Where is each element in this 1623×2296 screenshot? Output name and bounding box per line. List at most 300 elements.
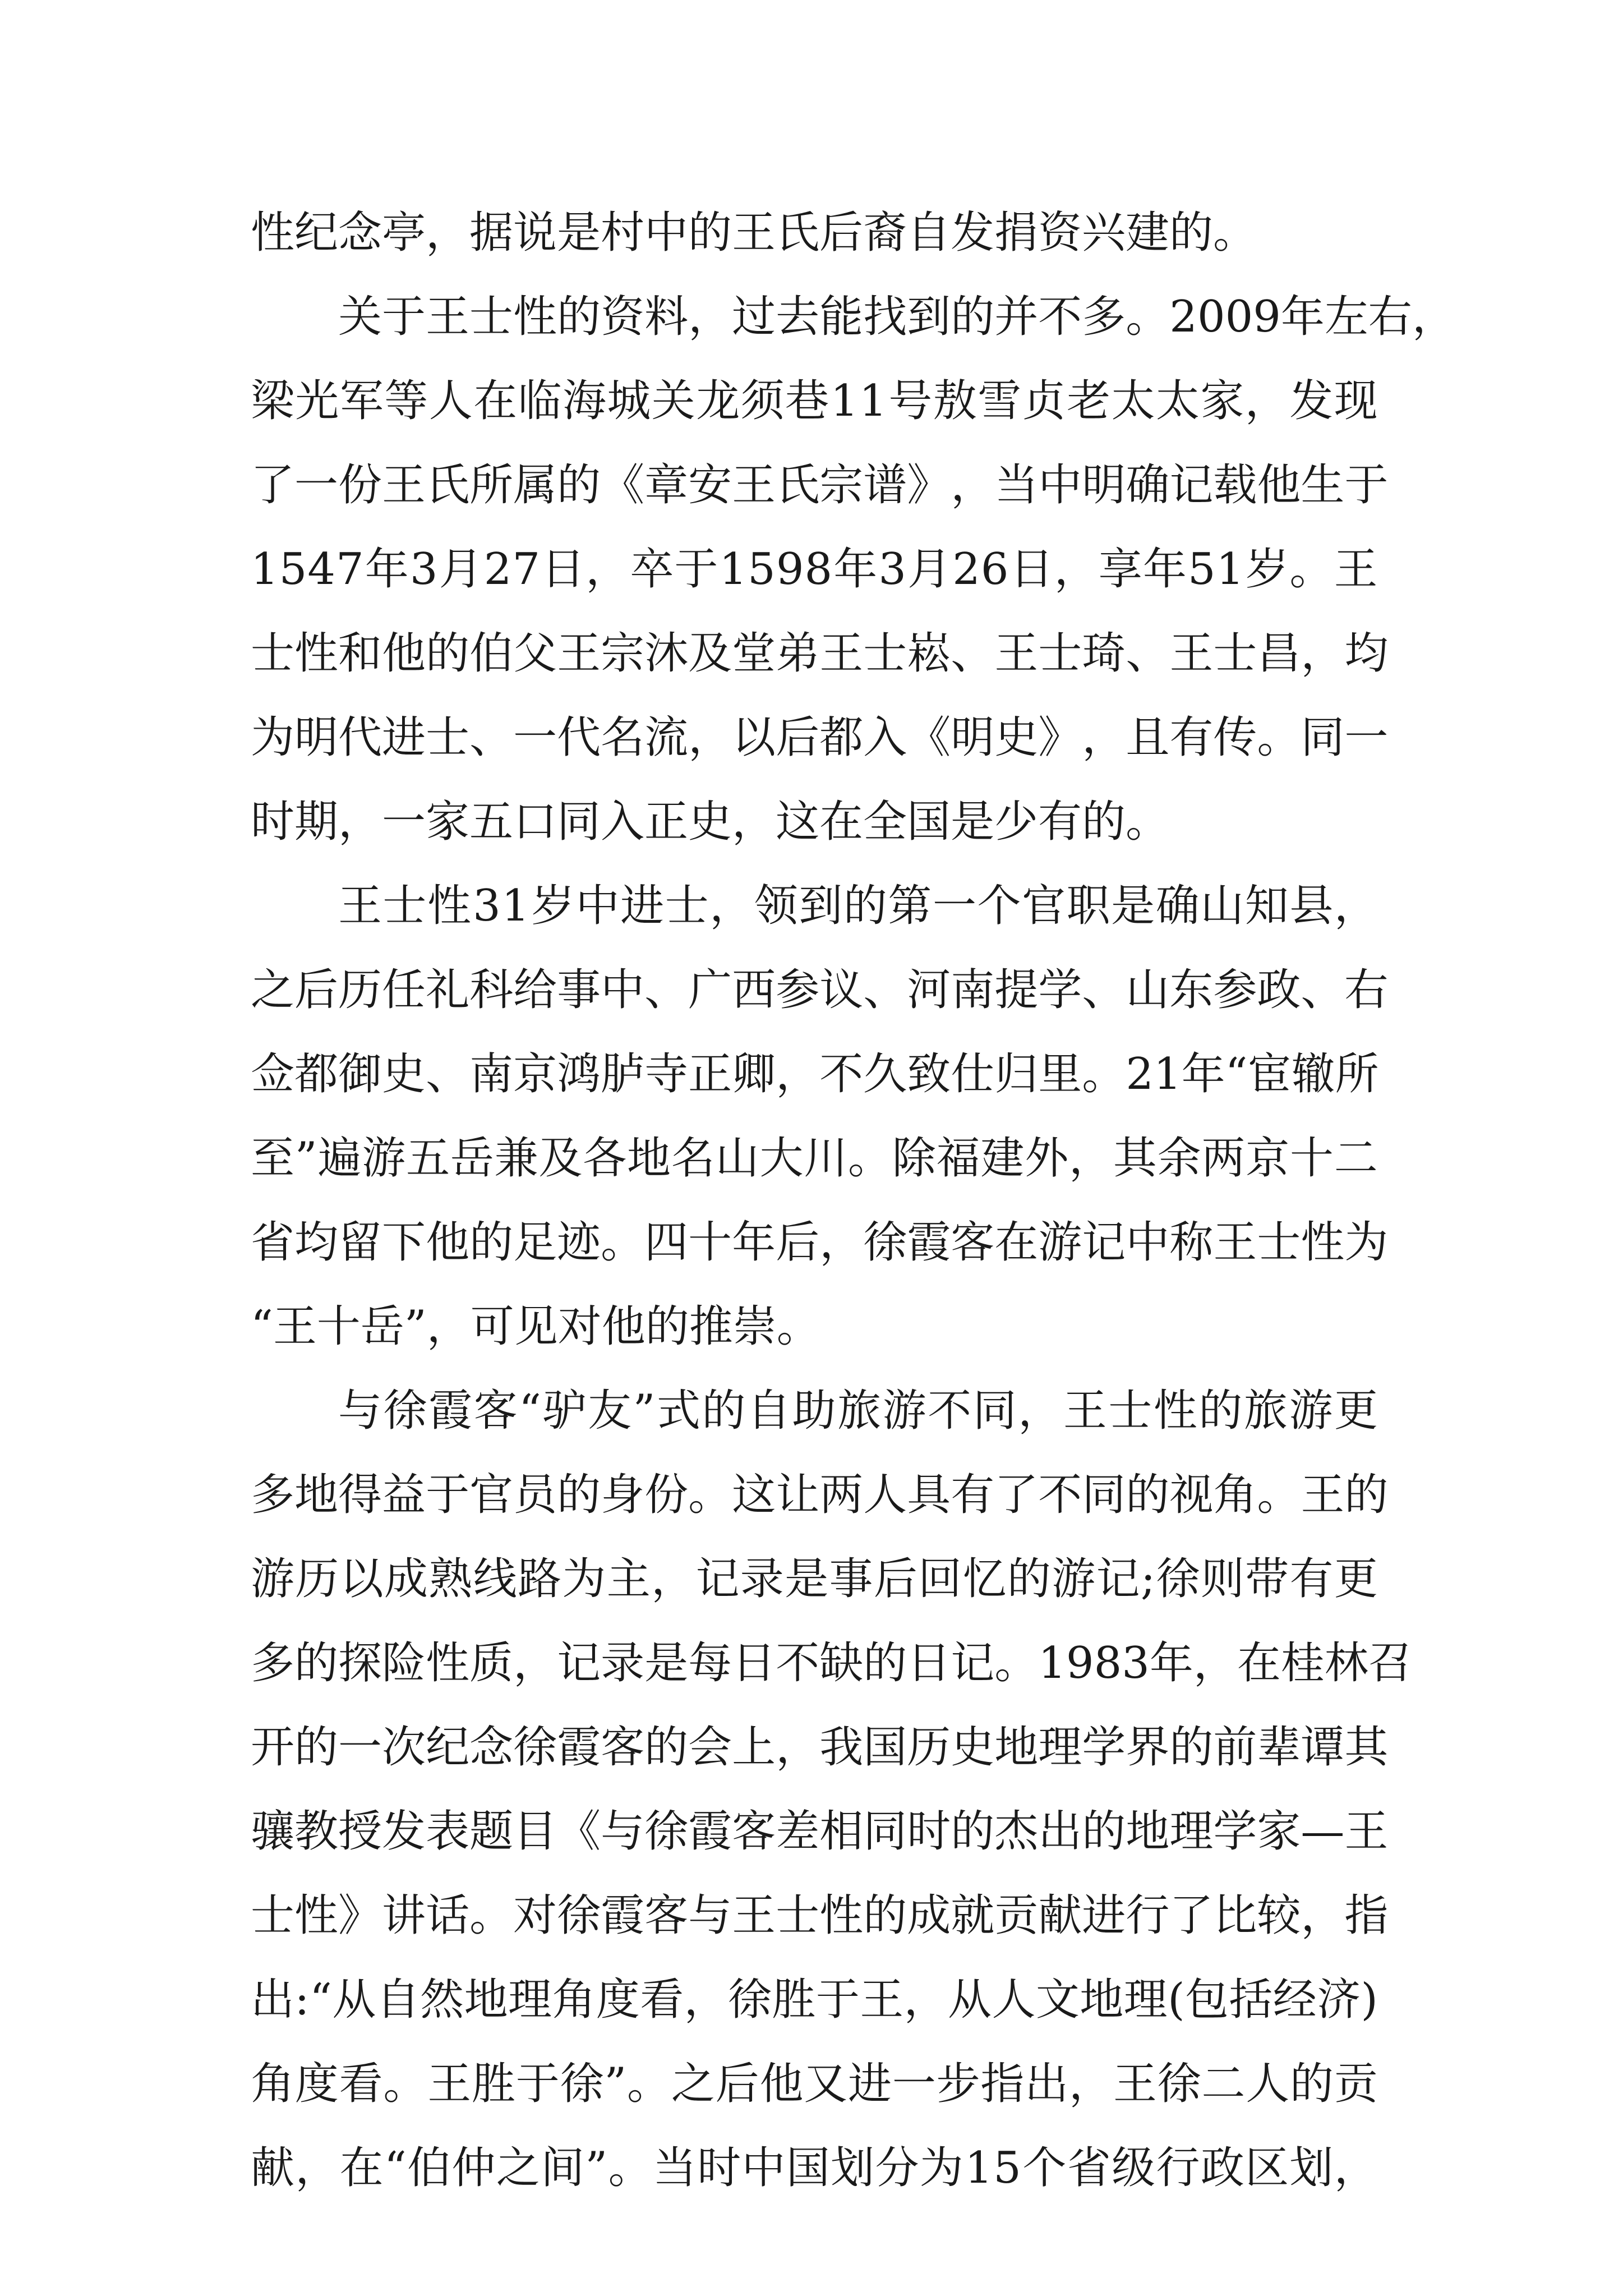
glyph: 他 (382, 628, 426, 679)
glyph: 纪 (426, 1722, 470, 1773)
glyph: 与 (601, 1806, 645, 1857)
glyph: 具 (907, 1470, 951, 1520)
glyph: 王 (1169, 628, 1214, 679)
glyph: 一 (932, 881, 976, 931)
glyph: 式 (657, 1386, 701, 1436)
text-line (251, 1874, 1389, 1958)
glyph: ” (604, 2059, 627, 2109)
glyph: ， (1018, 1386, 1062, 1436)
glyph: ， (1301, 1890, 1345, 1941)
glyph: 2 (1126, 1049, 1154, 1099)
glyph: 险 (382, 1638, 426, 1688)
glyph: 士 (382, 881, 427, 931)
glyph: 。 (608, 2143, 652, 2193)
glyph: 的 (863, 1638, 907, 1688)
glyph: 国 (863, 1722, 907, 1773)
glyph: 贞 (1022, 376, 1066, 426)
glyph: 人 (863, 1470, 907, 1520)
glyph: 找 (863, 292, 907, 342)
glyph: 传 (1213, 712, 1257, 763)
text-line (251, 191, 1378, 275)
glyph: 伯 (469, 628, 514, 679)
glyph: 的 (702, 1386, 746, 1436)
glyph: 包 (1184, 1975, 1229, 2025)
glyph: 》 (338, 1890, 382, 1941)
glyph: 士 (665, 881, 709, 931)
glyph: 参 (1213, 965, 1257, 1015)
glyph: 出 (251, 1975, 295, 2025)
glyph: 份 (644, 1470, 689, 1520)
glyph: 7 (336, 544, 364, 595)
glyph: 中 (1038, 460, 1082, 510)
glyph: 与 (338, 1386, 382, 1436)
glyph: 前 (1213, 1722, 1257, 1773)
glyph: 游 (1038, 1217, 1082, 1268)
glyph: 及 (688, 628, 732, 679)
glyph: 杰 (994, 1806, 1039, 1857)
text-line (251, 611, 1389, 696)
glyph: 的 (469, 1217, 514, 1268)
glyph: 进 (848, 2059, 892, 2109)
glyph: 。 (848, 1133, 892, 1184)
glyph: 徐 (863, 1217, 907, 1268)
glyph: 、 (1126, 628, 1170, 679)
glyph: 份 (338, 460, 382, 510)
glyph: 雪 (978, 376, 1022, 426)
glyph: 的 (644, 1722, 689, 1773)
glyph: 徐 (644, 1806, 689, 1857)
glyph: 月 (439, 544, 483, 595)
glyph: 。 (1082, 1049, 1126, 1099)
glyph: 至 (251, 1133, 295, 1184)
glyph: 自 (747, 1386, 791, 1436)
glyph: 参 (776, 965, 820, 1015)
glyph: 理 (508, 1975, 552, 2025)
glyph: 归 (994, 1049, 1039, 1099)
glyph: 比 (1213, 1890, 1257, 1941)
glyph: 卿 (732, 1049, 776, 1099)
glyph: 献 (1038, 1890, 1082, 1941)
glyph: 霞 (428, 1386, 473, 1436)
glyph: 享 (1098, 544, 1142, 595)
glyph: 客 (644, 1890, 689, 1941)
glyph: 人 (1246, 2059, 1290, 2109)
glyph: 右 (1368, 292, 1412, 342)
glyph: 客 (473, 1386, 518, 1436)
glyph: 御 (338, 1049, 382, 1099)
glyph: 一 (338, 1722, 382, 1773)
glyph: 王 (1063, 1386, 1107, 1436)
glyph: 骧 (251, 1806, 295, 1857)
glyph: 关 (651, 376, 695, 426)
glyph: : (294, 1975, 310, 2025)
text-line (251, 1200, 1389, 1285)
glyph: 士 (469, 292, 514, 342)
glyph: 《 (601, 460, 645, 510)
text-line (251, 1116, 1378, 1200)
glyph: 岁 (531, 881, 575, 931)
glyph: 以 (339, 1554, 384, 1604)
glyph: 梁 (251, 376, 295, 426)
glyph: 的 (557, 1470, 601, 1520)
glyph: 个 (977, 881, 1021, 931)
glyph: 划 (1289, 2143, 1334, 2193)
glyph: 两 (1201, 1133, 1246, 1184)
glyph: 寺 (644, 1049, 689, 1099)
glyph: 4 (307, 544, 336, 595)
glyph: 度 (294, 2059, 339, 2109)
glyph: 的 (843, 881, 887, 931)
glyph: 9 (776, 544, 804, 595)
glyph: 是 (644, 1638, 689, 1688)
glyph: ， (513, 1638, 557, 1688)
glyph: 伯 (407, 2143, 451, 2193)
glyph: 王 (994, 628, 1039, 679)
glyph: 。 (1257, 712, 1301, 763)
glyph: 年 (365, 544, 409, 595)
glyph: 正 (688, 1049, 732, 1099)
glyph: 为 (562, 1554, 606, 1604)
glyph: 是 (785, 1554, 829, 1604)
glyph: 1 (859, 376, 887, 426)
glyph: 政 (1200, 2143, 1244, 2193)
glyph: 发 (1289, 376, 1334, 426)
glyph: 出 (1025, 2059, 1069, 2109)
glyph: 理 (1123, 1975, 1168, 2025)
glyph: 氏 (776, 460, 820, 510)
glyph: 到 (907, 292, 951, 342)
glyph: 献 (251, 2143, 295, 2193)
glyph: 士 (1108, 1386, 1152, 1436)
glyph: 学 (1082, 1722, 1126, 1773)
glyph: 多 (251, 1470, 295, 1520)
glyph: 到 (799, 881, 843, 931)
glyph: 霞 (688, 1806, 732, 1857)
glyph: 更 (1334, 1554, 1378, 1604)
glyph: 的 (1290, 2059, 1334, 2109)
glyph: 王 (732, 460, 776, 510)
glyph: 从 (332, 1975, 376, 2025)
glyph: 行 (1126, 1890, 1170, 1941)
glyph: ， (295, 2143, 339, 2193)
glyph: 进 (1082, 1890, 1126, 1941)
glyph: 个 (1022, 2143, 1067, 2193)
glyph: 指 (980, 2059, 1025, 2109)
glyph: 性 (294, 1890, 339, 1941)
text-line (251, 1621, 1412, 1705)
glyph: 给 (513, 965, 557, 1015)
glyph: 宦 (1247, 1049, 1292, 1099)
glyph: 年 (1181, 1049, 1225, 1099)
glyph: 士 (1257, 1217, 1301, 1268)
glyph: 王 (819, 628, 864, 679)
glyph: 霞 (601, 1890, 645, 1941)
glyph: 于 (426, 1470, 470, 1520)
glyph: 致 (907, 1049, 951, 1099)
glyph: 鸿 (557, 1049, 601, 1099)
glyph: ， (776, 1722, 820, 1773)
glyph: ， (951, 460, 995, 510)
glyph: 为 (919, 2143, 963, 2193)
glyph: 后 (873, 1554, 917, 1604)
glyph: 游 (1052, 1554, 1096, 1604)
glyph: 记 (557, 1638, 601, 1688)
glyph: 的 (294, 1722, 339, 1773)
glyph: 然 (420, 1975, 464, 2025)
glyph: 《 (907, 712, 951, 763)
glyph: 谭 (1301, 1722, 1345, 1773)
glyph: 余 (1157, 1133, 1201, 1184)
glyph: 以 (732, 712, 776, 763)
glyph: 河 (907, 965, 951, 1015)
glyph: 质 (469, 1638, 514, 1688)
glyph: 南 (951, 965, 995, 1015)
glyph: 老 (1067, 376, 1111, 426)
glyph: ， (684, 1975, 728, 2025)
glyph: 所 (1335, 1049, 1379, 1099)
glyph: 。 (469, 1890, 514, 1941)
glyph: 太 (1155, 376, 1200, 426)
glyph: 为 (1344, 1217, 1389, 1268)
glyph: 徐 (560, 2059, 604, 2109)
glyph: 话 (426, 1890, 470, 1941)
glyph: 中 (601, 965, 645, 1015)
glyph: 身 (601, 1470, 645, 1520)
glyph: 生 (1301, 460, 1345, 510)
glyph: 士 (1038, 628, 1082, 679)
glyph: 昌 (1257, 628, 1301, 679)
glyph: 开 (251, 1722, 295, 1773)
glyph: 人 (992, 1975, 1036, 2025)
glyph: 贡 (1334, 2059, 1378, 2109)
glyph: 在 (473, 376, 518, 426)
glyph: 士 (251, 1890, 295, 1941)
glyph: 能 (819, 292, 864, 342)
glyph: 久 (863, 1049, 907, 1099)
glyph: 王 (1334, 544, 1378, 595)
glyph: 有 (1169, 712, 1214, 763)
paragraph-first-line (251, 1369, 1378, 1453)
glyph: 安 (688, 460, 732, 510)
glyph: 客 (601, 1722, 645, 1773)
glyph: 2 (952, 544, 980, 595)
glyph: 遍 (317, 1133, 362, 1184)
glyph: 旅 (837, 1386, 882, 1436)
glyph: ， (1082, 712, 1126, 763)
glyph: 中 (741, 2143, 786, 2193)
glyph: 多 (251, 1638, 295, 1688)
glyph: 角 (251, 2059, 295, 2109)
glyph: 并 (994, 292, 1039, 342)
glyph: 5 (748, 544, 776, 595)
glyph: 不 (928, 1386, 972, 1436)
glyph: 3 (1122, 1638, 1150, 1688)
glyph: 3 (878, 544, 907, 595)
glyph: 成 (384, 1554, 428, 1604)
glyph: 性 (1301, 1217, 1345, 1268)
glyph: 家 (1200, 376, 1244, 426)
glyph: 过 (732, 292, 776, 342)
text-line (251, 359, 1378, 443)
glyph: 之 (496, 2143, 540, 2193)
glyph: 城 (607, 376, 651, 426)
glyph: ( (1168, 1975, 1185, 2025)
glyph: 性 (294, 628, 339, 679)
glyph: 6 (980, 544, 1009, 595)
glyph: 士 (1213, 628, 1257, 679)
glyph: 王 (427, 2059, 472, 2109)
glyph: 年 (1142, 544, 1187, 595)
glyph: 忆 (962, 1554, 1007, 1604)
glyph: 的 (557, 460, 601, 510)
glyph: 了 (994, 1470, 1039, 1520)
glyph: 。 (688, 1470, 732, 1520)
glyph: 济 (1317, 1975, 1361, 2025)
glyph: 代 (557, 712, 601, 763)
glyph: 中 (575, 881, 620, 931)
text-line (251, 1285, 1378, 1369)
glyph: 与 (688, 1890, 732, 1941)
glyph: 、 (644, 965, 689, 1015)
glyph: 堂 (732, 628, 776, 679)
glyph: 一 (294, 460, 339, 510)
glyph: 、 (951, 628, 995, 679)
glyph: 贡 (994, 1890, 1039, 1941)
glyph: 0 (1197, 292, 1225, 342)
glyph: 地 (1126, 1806, 1170, 1857)
glyph: 山 (715, 1133, 759, 1184)
glyph: 确 (1155, 881, 1200, 931)
glyph: 其 (1113, 1133, 1157, 1184)
glyph: 录 (740, 1554, 784, 1604)
glyph: “ (1225, 1049, 1248, 1099)
glyph: 王 (557, 628, 601, 679)
glyph: 看 (640, 1975, 684, 2025)
glyph: 于 (1344, 460, 1389, 510)
text-line (251, 1958, 1378, 2042)
glyph: 线 (473, 1554, 517, 1604)
glyph: 胜 (471, 2059, 515, 2109)
glyph: 的 (426, 628, 470, 679)
glyph: 题 (469, 1806, 514, 1857)
glyph: 均 (1344, 628, 1389, 679)
glyph: 临 (518, 376, 562, 426)
glyph: 1 (251, 544, 279, 595)
glyph: 记 (695, 1554, 740, 1604)
glyph: 后 (776, 1217, 820, 1268)
glyph: 提 (994, 965, 1039, 1015)
glyph: 同 (972, 1386, 1017, 1436)
glyph: 王 (338, 881, 382, 931)
glyph: ， (1054, 544, 1098, 595)
glyph: 入 (863, 712, 907, 763)
glyph: 科 (469, 965, 514, 1015)
glyph: 让 (776, 1470, 820, 1520)
glyph: 的 (1344, 1470, 1389, 1520)
glyph: 于 (382, 292, 426, 342)
glyph: 记 (1169, 460, 1214, 510)
glyph: 岳 (450, 1133, 494, 1184)
glyph: 后 (776, 712, 820, 763)
glyph: 9 (1066, 1638, 1094, 1688)
glyph: 光 (295, 376, 339, 426)
glyph: 为 (251, 712, 295, 763)
paragraph-first-line (251, 275, 1456, 359)
glyph: 都 (294, 1049, 339, 1099)
glyph: 熟 (428, 1554, 473, 1604)
glyph: 历 (295, 1554, 339, 1604)
glyph: 不 (819, 1049, 864, 1099)
glyph: 京 (513, 1049, 557, 1099)
glyph: 史 (994, 712, 1039, 763)
glyph: ” (294, 1133, 317, 1184)
glyph: 念 (469, 1722, 514, 1773)
glyph: 官 (1022, 881, 1066, 931)
glyph: 等 (384, 376, 428, 426)
glyph: 7 (512, 544, 541, 595)
glyph: 他 (1257, 460, 1301, 510)
glyph: 明 (1082, 460, 1126, 510)
glyph: 客 (951, 1217, 995, 1268)
glyph: 官 (469, 1470, 514, 1520)
glyph: 仲 (451, 2143, 496, 2193)
glyph: 地 (994, 1722, 1039, 1773)
glyph: ， (1301, 628, 1345, 679)
glyph: 区 (1245, 2143, 1289, 2193)
glyph: 的 (1007, 1554, 1051, 1604)
glyph: 王 (1344, 1806, 1389, 1857)
text-line-content: 性纪念亭，据说是村中的王氏后裔自发捐资兴建的。 (251, 208, 1257, 258)
glyph: 。 (1126, 292, 1170, 342)
glyph: 的 (951, 1806, 995, 1857)
glyph: 较 (1257, 1890, 1301, 1941)
glyph: 又 (804, 2059, 848, 2109)
glyph: ， (819, 1217, 864, 1268)
glyph: 《 (557, 1806, 601, 1857)
glyph: 、 (1082, 965, 1126, 1015)
glyph: 及 (538, 1133, 583, 1184)
glyph: 5 (1187, 544, 1216, 595)
glyph: 弟 (776, 628, 820, 679)
glyph: 、 (469, 712, 514, 763)
glyph: 1 (1038, 1638, 1066, 1688)
glyph: 士 (426, 712, 470, 763)
glyph: 议 (819, 965, 864, 1015)
glyph: 二 (1201, 2059, 1246, 2109)
glyph: 王 (860, 1975, 904, 2025)
glyph: 每 (688, 1638, 732, 1688)
glyph: “ (519, 1386, 542, 1436)
glyph: 1 (1216, 544, 1244, 595)
glyph: 巷 (785, 376, 829, 426)
text-line (251, 443, 1389, 527)
glyph: 发 (382, 1806, 426, 1857)
glyph: 步 (936, 2059, 980, 2109)
text-line (251, 948, 1389, 1032)
text-line (251, 1537, 1378, 1621)
glyph: ， (1069, 1133, 1113, 1184)
glyph: 文 (1035, 1975, 1080, 2025)
glyph: 授 (338, 1806, 382, 1857)
glyph: 的 (557, 292, 601, 342)
glyph: 福 (936, 1133, 980, 1184)
glyph: 不 (776, 1638, 820, 1688)
glyph: 学 (1213, 1806, 1257, 1857)
glyph: 9 (1253, 292, 1281, 342)
glyph: 日 (907, 1638, 951, 1688)
glyph: 礼 (426, 965, 470, 1015)
glyph: 的 (294, 1638, 339, 1688)
